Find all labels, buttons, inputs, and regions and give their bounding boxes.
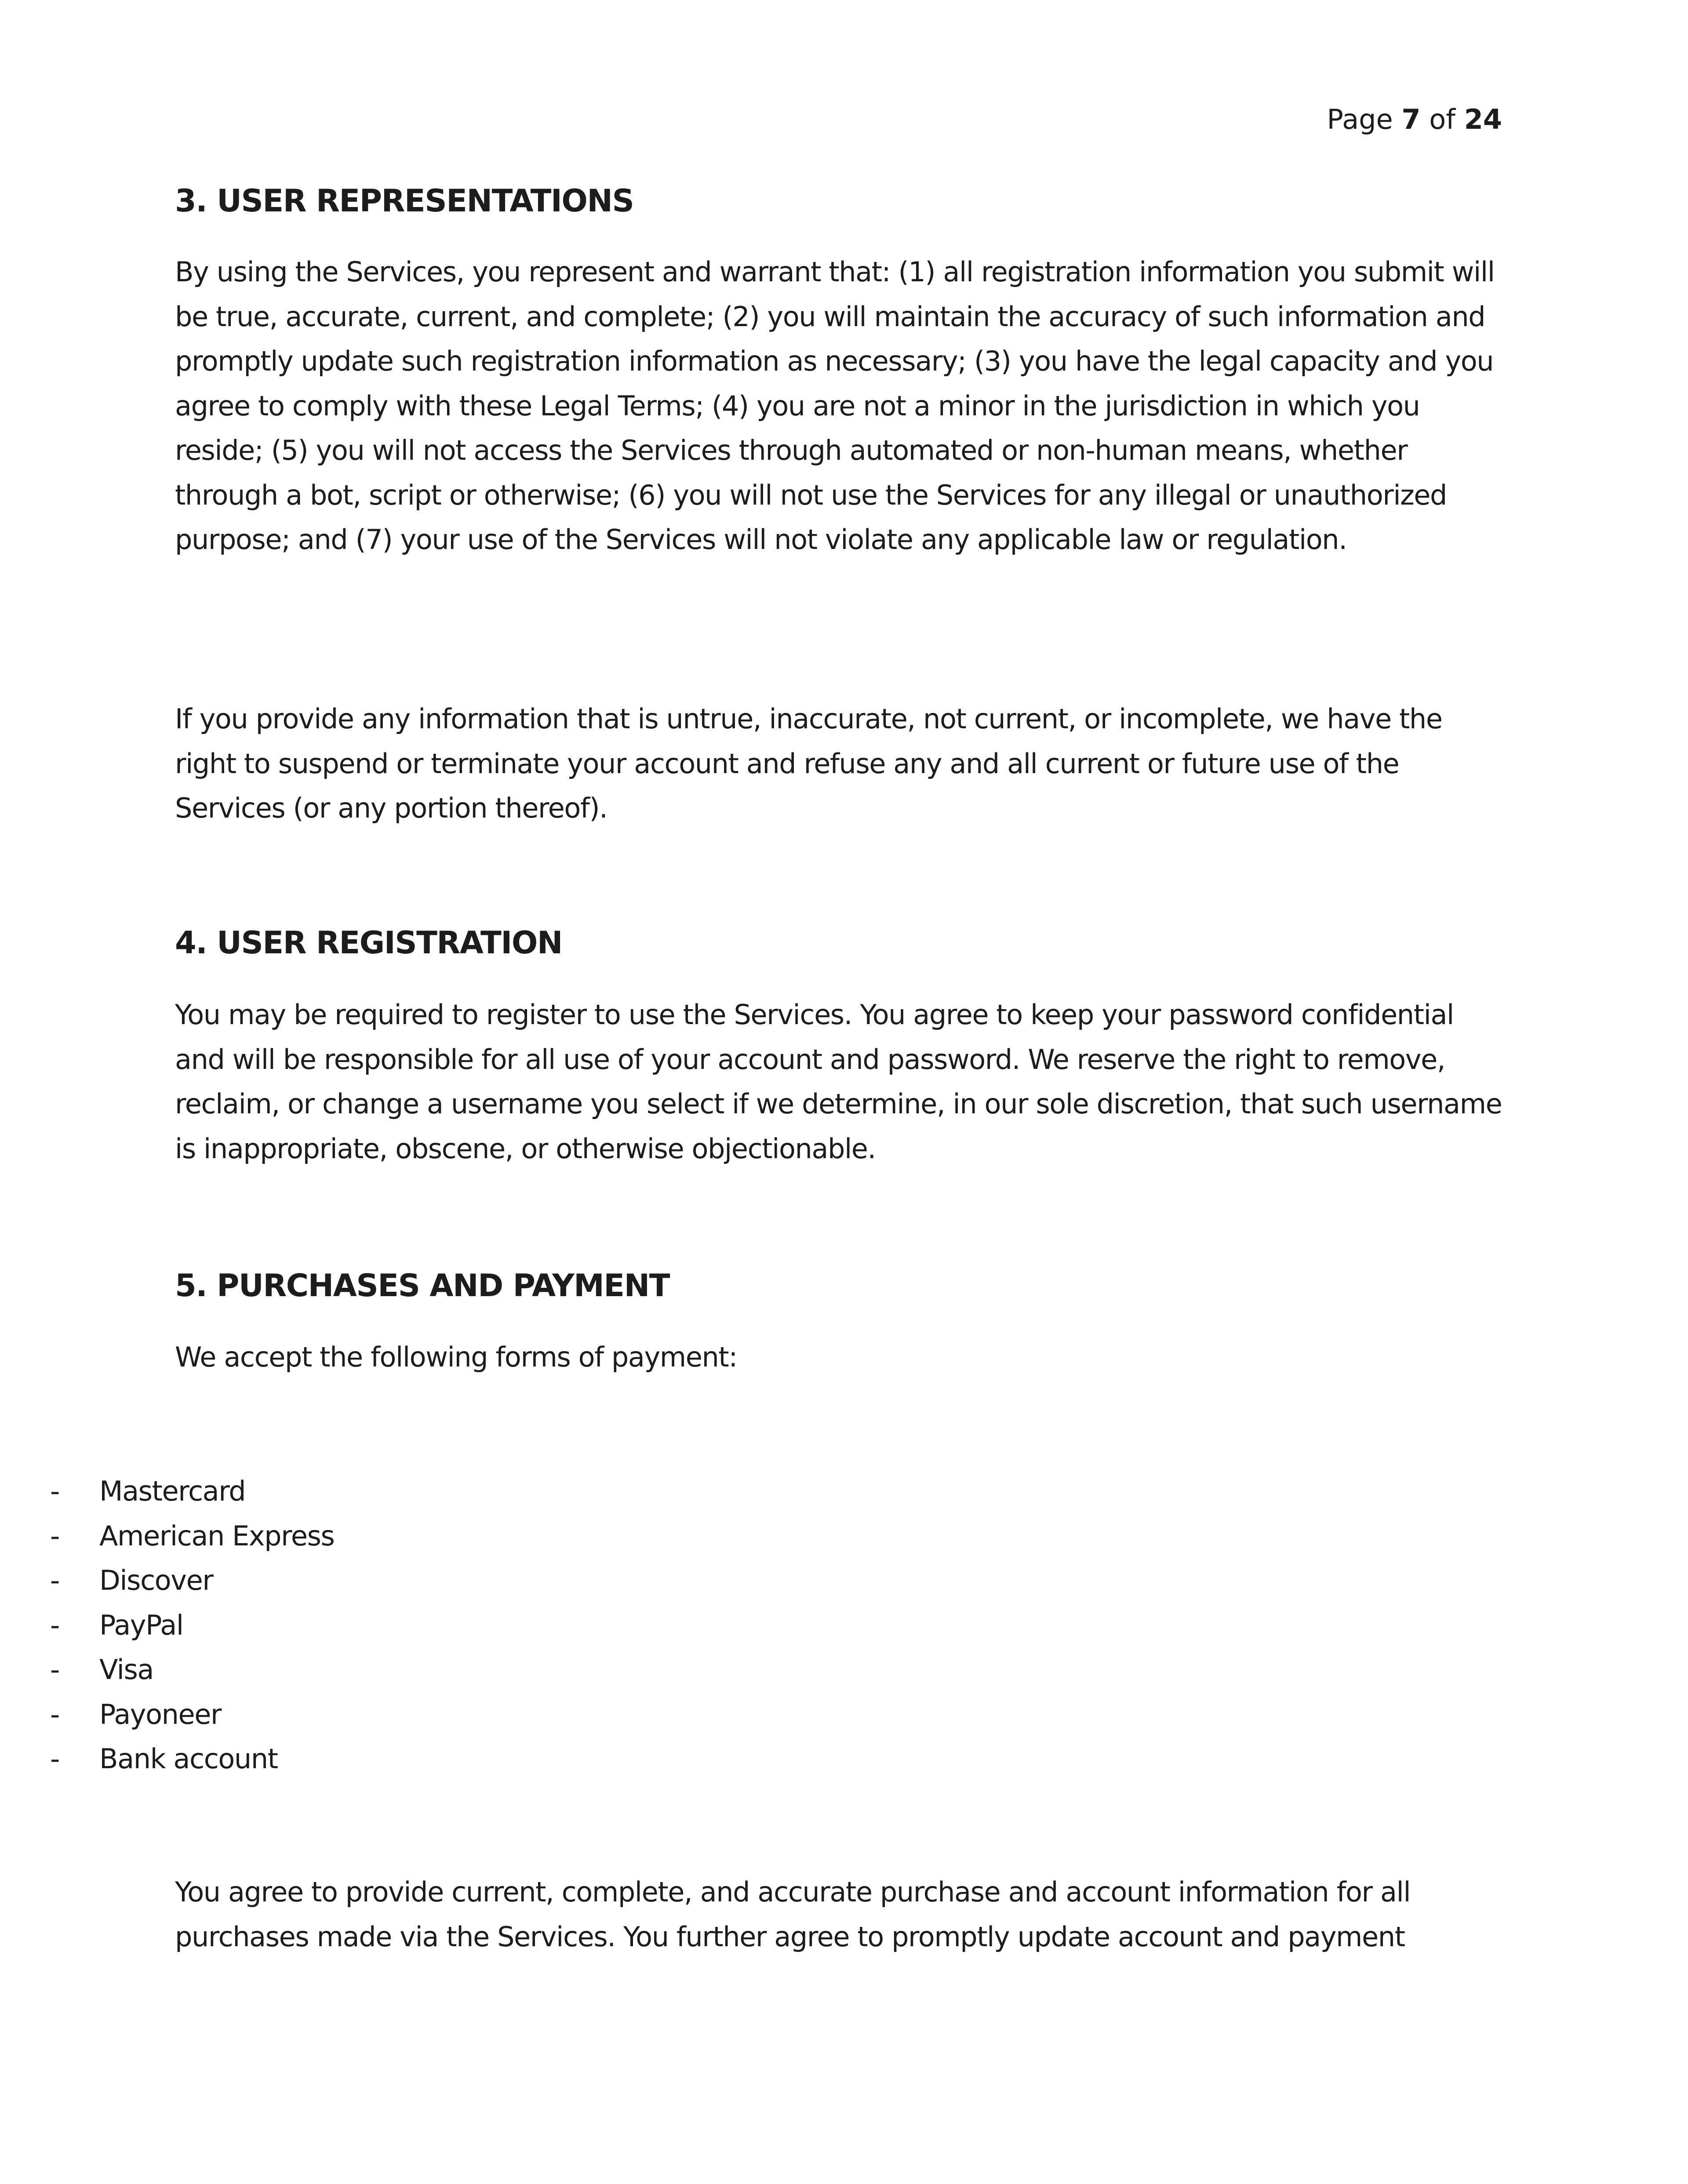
list-dash: - (50, 1653, 59, 1686)
payment-intro: We accept the following forms of payment: (175, 1341, 737, 1373)
list-item (0, 1692, 1328, 1737)
payment-method-label: PayPal (99, 1609, 183, 1641)
list-item (0, 1737, 1328, 1781)
list-dash: - (50, 1564, 59, 1596)
user-representations-paragraph-2: If you provide any information that is untrue, inaccurate, not current, or incomplete, we have the right to suspend or terminate your account and refuse any and all current or future use of the Services (or any portion thereof). (175, 703, 1442, 824)
page-number-prefix: Page (1327, 103, 1393, 135)
list-dash: - (50, 1519, 59, 1552)
payment-method-label: American Express (99, 1519, 335, 1552)
purchases-paragraph-2: You agree to provide current, complete, and accurate purchase and account information for all purchases made via the Services. You further agree to promptly update account and payment (175, 1876, 1411, 1953)
list-item (0, 1558, 1328, 1603)
list-item (0, 1514, 1328, 1559)
list-item (0, 1647, 1328, 1692)
section-heading-user-representations: 3. USER REPRESENTATIONS (175, 183, 634, 219)
payment-method-label: Visa (99, 1653, 153, 1686)
list-dash: - (50, 1743, 59, 1775)
payment-method-label: Bank account (99, 1743, 278, 1775)
user-representations-paragraph-1: By using the Services, you represent and warrant that: (1) all registration information you submit will be true, accurate, current, and complete; (2) you will maintain the accuracy of such information and promptly update such registration information as necessary; (3) you have the legal capacity and you agree to comply with these Legal Terms; (4) you are not a minor in the jurisdiction in which you reside; (5) you will not access the Services through automated or non-human means, whether through a bot, script or otherwise; (6) you will not use the Services for any illegal or unauthorized purpose; and (7) your use of the Services will not violate any applicable law or regulation. (175, 256, 1495, 556)
user-registration-paragraph: You may be required to register to use the Services. You agree to keep your password confidential and will be responsible for all use of your account and password. We reserve the right to remove, reclaim, or change a username you select if we determine, in our sole discretion, that such username is inappropriate, obscene, or otherwise objectionable. (175, 999, 1502, 1165)
payment-method-label: Discover (99, 1564, 213, 1596)
page-number-total: 24 (1464, 103, 1502, 135)
list-dash: - (50, 1609, 59, 1641)
list-item (0, 1469, 1328, 1514)
page-number (1327, 102, 1502, 137)
payment-methods-list (0, 1469, 1328, 1781)
payment-method-label: Payoneer (99, 1698, 222, 1730)
list-dash: - (50, 1698, 59, 1730)
page-number-current: 7 (1401, 103, 1421, 135)
section-heading-purchases-and-payment: 5. PURCHASES AND PAYMENT (175, 1268, 669, 1304)
section-heading-user-registration: 4. USER REGISTRATION (175, 925, 562, 961)
payment-method-label: Mastercard (99, 1475, 246, 1507)
list-item (0, 1603, 1328, 1648)
page-number-separator: of (1429, 103, 1455, 135)
list-dash: - (50, 1475, 59, 1507)
